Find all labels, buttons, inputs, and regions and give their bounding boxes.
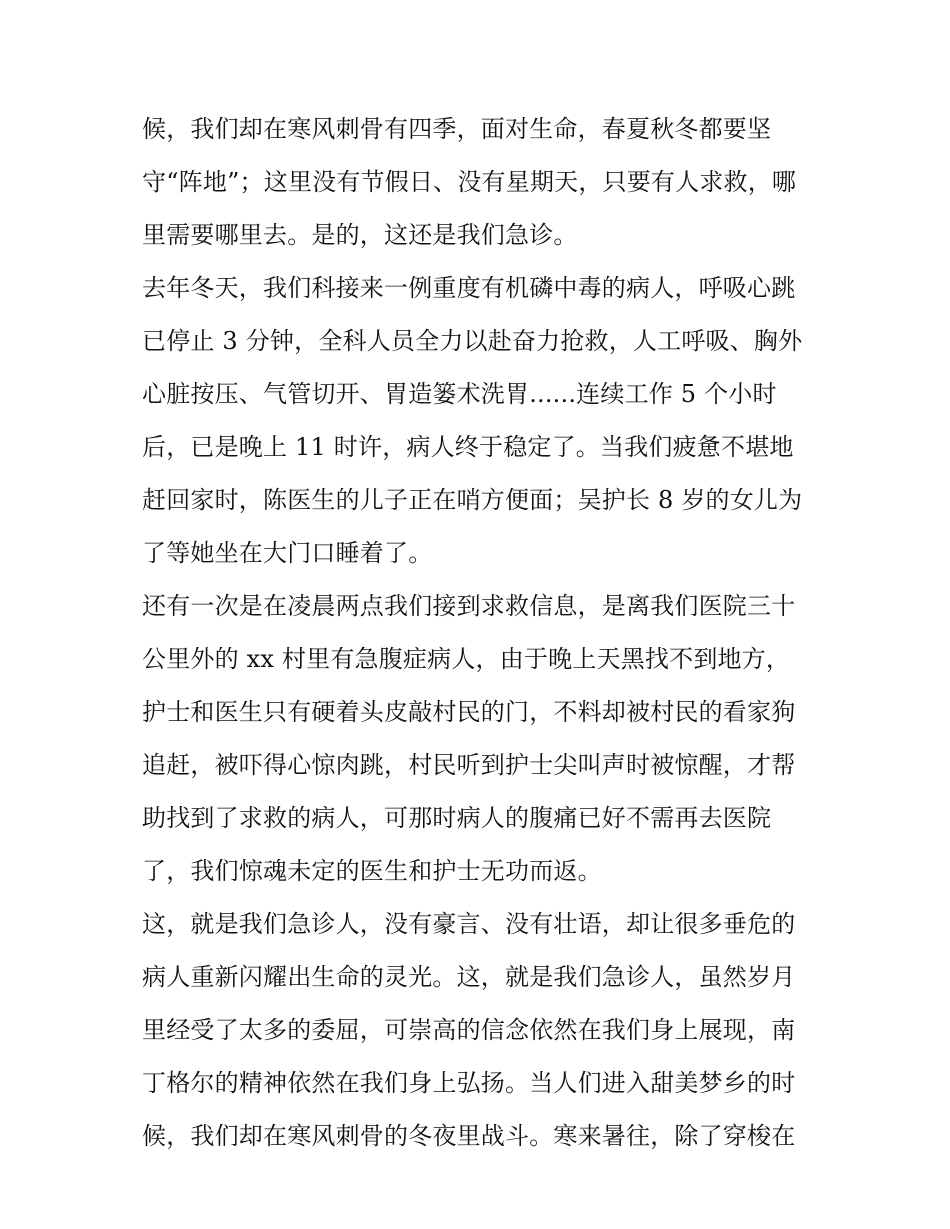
text-line: 后，已是晚上 11 时许，病人终于稳定了。当我们疲惫不堪地 — [142, 433, 794, 461]
text-line: 了等她坐在大门口睡着了。 — [142, 539, 433, 567]
text-line: 守“阵地”；这里没有节假日、没有星期天，只要有人求救，哪 — [142, 168, 797, 196]
text-line: 候，我们却在寒风刺骨有四季，面对生命，春夏秋冬都要坚 — [142, 115, 772, 143]
text-line: 助找到了求救的病人，可那时病人的腹痛已好不需再去医院 — [142, 804, 772, 832]
text-line: 里经受了太多的委屈，可崇高的信念依然在我们身上展现，南 — [142, 1016, 796, 1044]
text-line: 心脏按压、气管切开、胃造篓术洗胃......连续工作 5 个小时 — [142, 380, 777, 408]
text-line: 赶回家时，陈医生的儿子正在哨方便面；吴护长 8 岁的女儿为 — [142, 486, 803, 514]
text-line: 还有一次是在凌晨两点我们接到求救信息，是离我们医院三十 — [142, 592, 796, 620]
text-line: 候，我们却在寒风刺骨的冬夜里战斗。寒来暑往，除了穿梭在 — [142, 1122, 796, 1150]
body-text — [142, 103, 832, 1163]
text-line: 护士和医生只有硬着头皮敲村民的门，不料却被村民的看家狗 — [142, 698, 796, 726]
text-line: 这，就是我们急诊人，没有豪言、没有壮语，却让很多垂危的 — [142, 910, 796, 938]
text-line: 丁格尔的精神依然在我们身上弘扬。当人们进入甜美梦乡的时 — [142, 1069, 796, 1097]
text-line: 去年冬天，我们科接来一例重度有机磷中毒的病人，呼吸心跳 — [142, 274, 796, 302]
text-line: 里需要哪里去。是的，这还是我们急诊。 — [142, 221, 578, 249]
text-line: 了，我们惊魂未定的医生和护士无功而返。 — [142, 857, 602, 885]
text-line: 已停止 3 分钟，全科人员全力以赴奋力抢救，人工呼吸、胸外 — [142, 327, 803, 355]
text-line: 病人重新闪耀出生命的灵光。这，就是我们急诊人，虽然岁月 — [142, 963, 796, 991]
text-line: 追赶，被吓得心惊肉跳，村民听到护士尖叫声时被惊醒，才帮 — [142, 751, 796, 779]
text-line: 公里外的 xx 村里有急腹症病人，由于晚上天黑找不到地方， — [142, 645, 791, 673]
